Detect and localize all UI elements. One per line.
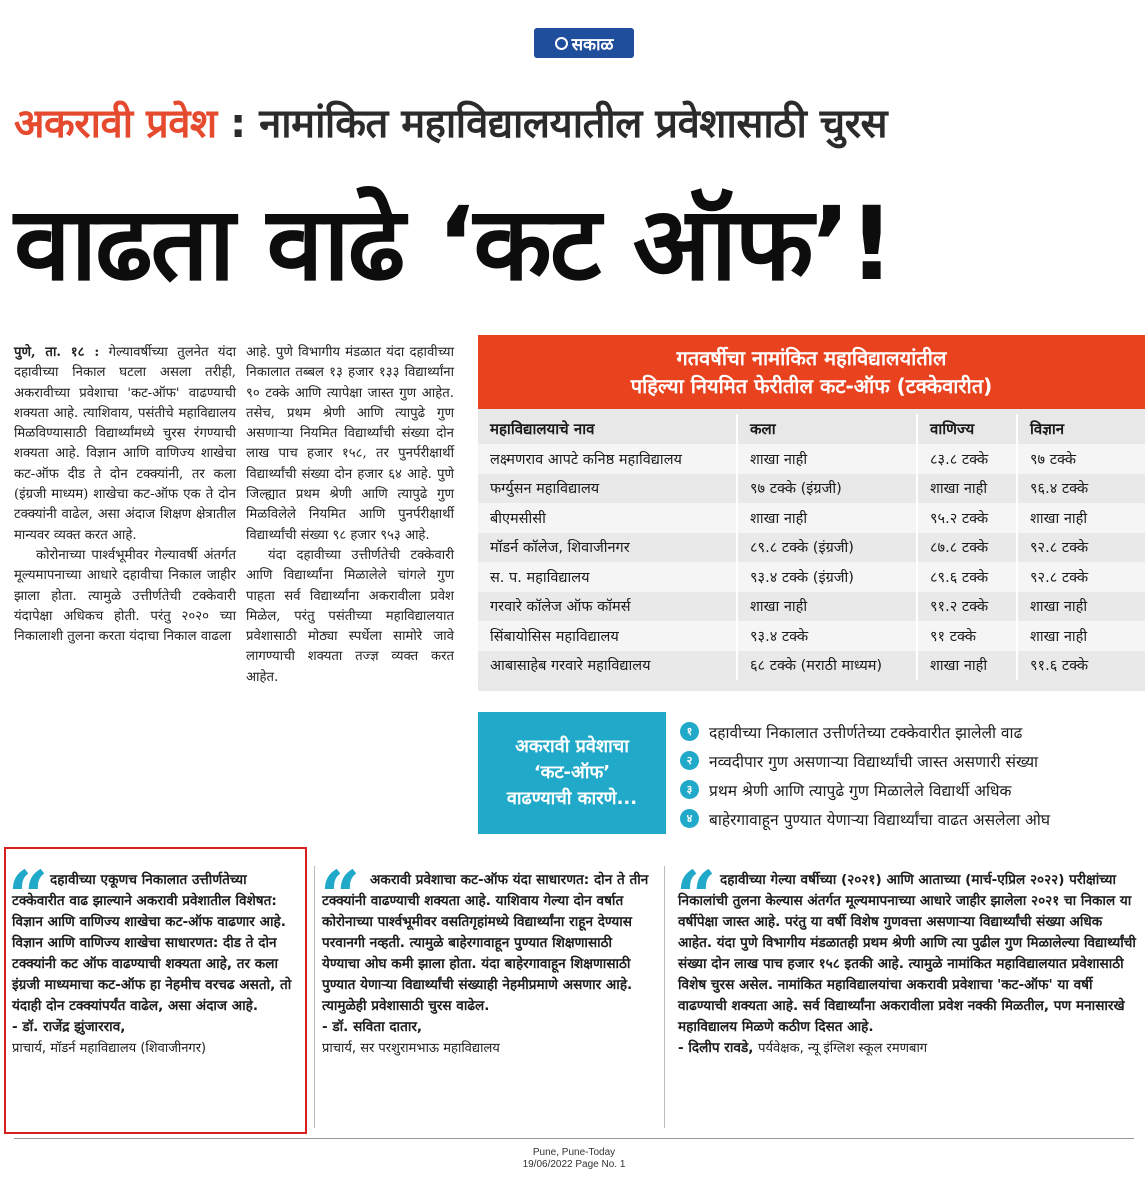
cutoff-table (478, 414, 1145, 680)
cell-arts: शाखा नाही (738, 592, 918, 622)
cell-science: शाखा नाही (1018, 503, 1145, 533)
cell-arts: ८९.८ टक्के (इंग्रजी) (738, 533, 918, 563)
quote-mark-icon: “ (8, 855, 49, 938)
cutoff-table-title (478, 335, 1145, 409)
cell-science: शाखा नाही (1018, 621, 1145, 651)
cell-college: सिंबायोसिस महाविद्यालय (478, 621, 738, 651)
footer-date-page: 19/06/2022 Page No. 1 (522, 1159, 626, 1170)
reason-text: नव्वदीपार गुण असणाऱ्या विद्यार्थ्यांची जास्त असणारी संख्या (709, 752, 1039, 771)
quote-text (12, 870, 299, 1017)
quote-mark-icon: “ (320, 855, 361, 938)
reason-text: दहावीच्या निकालात उत्तीर्णतेच्या टक्केवारीत झालेली वाढ (709, 723, 1023, 742)
reasons-tile (478, 712, 666, 834)
number-badge: ३ (680, 780, 699, 799)
main-headline: वाढता वाढे ‘कट ऑफ’! (14, 185, 893, 304)
quote-text (322, 870, 652, 1017)
cutoff-title-line-2: पहिल्या नियमित फेरीतील कट-ऑफ (टक्केवारीत) (630, 374, 993, 398)
cell-commerce: ८३.८ टक्के (918, 444, 1018, 474)
cell-college: लक्ष्मणराव आपटे कनिष्ठ महाविद्यालय (478, 444, 738, 474)
quote-block-2 (320, 855, 652, 1059)
quote-body: अकरावी प्रवेशाचा कट-ऑफ यंदा साधारणत: दोन ते तीन टक्क्यांनी वाढण्याची शक्यता आहे. याशिवाय गेल्या दोन वर्षात कोरोनाच्या पार्श्वभूमीवर वसतिगृहांमध्ये विद्यार्थ्यांना राहून देण्यास परवानगी नव्हती. त्यामुळे बाहेरगावाहून पुण्यात शिक्षणासाठी येण्याचा ओघ कमी झाला होता. यंदा बाहेरगावाहून शिक्षणासाठी पुण्यात येणाऱ्या विद्यार्थ्यांची संख्याही नेहमीप्रमाणे असणार आहे. त्यामुळेही प्रवेशासाठी चुरस वाढेल. (322, 872, 649, 1014)
list-item (680, 717, 1145, 746)
quote-author-role: पर्यवेक्षक, न्यू इंग्लिश स्कूल रमणबाग (758, 1041, 928, 1056)
footer-edition: Pune, Pune-Today (532, 1147, 616, 1158)
quote-block-3 (676, 855, 1140, 1059)
table-row (478, 444, 1145, 474)
header-arts: कला (738, 414, 918, 444)
quote-body: दहावीच्या एकूणच निकालात उत्तीर्णतेच्या टक्केवारीत वाढ झाल्याने अकरावी प्रवेशातील विशेषत: विज्ञान आणि वाणिज्य शाखेचा कट-ऑफ वाढणार आहे. विज्ञान आणि वाणिज्य शाखेचा साधारणत: दीड ते दोन टक्क्यांनी कट ऑफ वाढण्याची शक्यता आहे, तर कला इंग्रजी माध्यमाचा कट-ऑफ हा नेहमीच वरचढ असतो, तो यंदाही दोन टक्क्यांपर्यंत वाढेल, असा अंदाज आहे. (12, 872, 292, 1014)
quote-text (678, 870, 1140, 1038)
cell-arts: ९३.४ टक्के (738, 621, 918, 651)
reason-text: प्रथम श्रेणी आणि त्यापुढे गुण मिळालेले विद्यार्थी अधिक (709, 781, 1012, 800)
masthead-logo (534, 28, 634, 58)
article-column-1 (14, 343, 236, 647)
list-item (680, 775, 1145, 804)
footer-rule (14, 1138, 1134, 1139)
cell-college: स. प. महाविद्यालय (478, 562, 738, 592)
reason-text: बाहेरगावाहून पुण्यात येणाऱ्या विद्यार्थ्यांचा वाढत असलेला ओघ (709, 810, 1051, 829)
table-row (478, 533, 1145, 563)
masthead-name: सकाळ (571, 34, 614, 55)
dateline: पुणे, ता. १८ : (14, 345, 100, 360)
quote-author (678, 1038, 1140, 1059)
cell-science: ९२.८ टक्के (1018, 533, 1145, 563)
kicker-headline (14, 94, 1139, 149)
quote-author: - डॉ. सविता दातार, (322, 1019, 423, 1035)
quote-body: दहावीच्या गेल्या वर्षीच्या (२०२१) आणि आताच्या (मार्च-एप्रिल २०२२) परीक्षांच्या निकालांची तुलना केल्यास अंतर्गत मूल्यमापनाच्या आधारे जाहीर झालेला २०२१ चा निकाल या वर्षीपेक्षा जास्त आहे. परंतु या वर्षी विशेष गुणवत्ता असणाऱ्या विद्यार्थ्यांची संख्या अधिक आहेत. यंदा पुणे विभागीय मंडळातही प्रथम श्रेणी आणि त्या पुढील गुण मिळालेल्या विद्यार्थ्यांची संख्या दोन लाख पाच हजार १५८ इतकी आहे. त्यामुळे नामांकित महाविद्यालयात प्रवेशासाठी विशेष चुरस असेल. नामांकित महाविद्यालयांचा अकरावी प्रवेशाचा 'कट-ऑफ' या वर्षी वाढण्याची शक्यता आहे. सर्व विद्यार्थ्यांना अकरावीला प्रवेश नक्की मिळतील, पण मनासारखे महाविद्यालय मिळणे कठीण दिसत आहे. (678, 872, 1136, 1035)
cell-college: बीएमसीसी (478, 503, 738, 533)
cell-arts: ६८ टक्के (मराठी माध्यम) (738, 651, 918, 681)
cell-commerce: शाखा नाही (918, 651, 1018, 681)
cell-college: फर्ग्युसन महाविद्यालय (478, 474, 738, 504)
reasons-list (680, 717, 1145, 833)
header-college: महाविद्यालयाचे नाव (478, 414, 738, 444)
cell-commerce: ८७.८ टक्के (918, 533, 1018, 563)
reasons-tile-line-3: वाढण्याची कारणे... (506, 788, 638, 809)
number-badge: २ (680, 751, 699, 770)
table-row (478, 592, 1145, 622)
cell-commerce: ९१.२ टक्के (918, 592, 1018, 622)
cell-arts: ९७ टक्के (इंग्रजी) (738, 474, 918, 504)
table-row (478, 651, 1145, 681)
column-divider (314, 866, 315, 1128)
cell-science: ९२.८ टक्के (1018, 562, 1145, 592)
cell-arts: शाखा नाही (738, 503, 918, 533)
table-header-row (478, 414, 1145, 444)
kicker-separator: : (216, 101, 260, 147)
table-row (478, 621, 1145, 651)
cell-college: गरवारे कॉलेज ऑफ कॉमर्स (478, 592, 738, 622)
table-row (478, 503, 1145, 533)
cell-college: मॉडर्न कॉलेज, शिवाजीनगर (478, 533, 738, 563)
number-badge: १ (680, 722, 699, 741)
cell-commerce: ९५.२ टक्के (918, 503, 1018, 533)
quote-author-role: प्राचार्य, सर परशुरामभाऊ महाविद्यालय (322, 1041, 500, 1056)
cell-commerce: ८९.६ टक्के (918, 562, 1018, 592)
quote-block-1 (8, 855, 299, 1059)
list-item (680, 804, 1145, 833)
table-row (478, 474, 1145, 504)
article-paragraph: आहे. पुणे विभागीय मंडळात यंदा दहावीच्या निकालात तब्बल १३ हजार १३३ विद्यार्थ्यांना ९० टक्के आणि त्यापेक्षा जास्त गुण आहेत. तसेच, प्रथम श्रेणी आणि त्यापुढे गुण असणाऱ्या नियमित विद्यार्थ्यांची संख्या दोन लाख पाच हजार १५८, तर पुनर्परीक्षार्थी विद्यार्थ्यांची संख्या दोन हजार ६४ आहे. पुणे जिल्ह्यात प्रथम श्रेणी आणि त्यापुढे गुण मिळविलेले नियमित आणि पुनर्परीक्षार्थी विद्यार्थ्यांची संख्या ९८ हजार ९५३ आहे. (246, 345, 454, 543)
reasons-tile-line-1: अकरावी प्रवेशाचा (515, 736, 629, 757)
header-commerce: वाणिज्य (918, 414, 1018, 444)
cutoff-title-line-1: गतवर्षीचा नामांकित महाविद्यालयांतील (676, 346, 947, 370)
reasons-tile-line-2: ‘कट-ऑफ’ (533, 762, 611, 783)
quote-author: - डॉ. राजेंद्र झुंजारराव, (12, 1019, 126, 1035)
logo-emblem-icon (555, 37, 568, 50)
cell-science: ९६.४ टक्के (1018, 474, 1145, 504)
cell-science: शाखा नाही (1018, 592, 1145, 622)
quote-author-role: प्राचार्य, मॉडर्न महाविद्यालय (शिवाजीनगर) (12, 1041, 207, 1056)
number-badge: ४ (680, 809, 699, 828)
article-paragraph: यंदा दहावीच्या उत्तीर्णतेची टक्केवारी आणि विद्यार्थ्यांना मिळालेले चांगले गुण पाहता सर्व विद्यार्थ्यांना अकरावीला प्रवेश मिळेल, परंतु पसंतीच्या महाविद्यालयात प्रवेशासाठी मोठ्या स्पर्धेला सामोरे जावे लागण्याची शक्यता तज्ज्ञ व्यक्त करत आहेत. (246, 547, 454, 685)
cell-commerce: शाखा नाही (918, 474, 1018, 504)
column-divider (664, 866, 665, 1128)
list-item (680, 746, 1145, 775)
cell-arts: शाखा नाही (738, 444, 918, 474)
kicker-subtitle: नामांकित महाविद्यालयातील प्रवेशासाठी चुरस (259, 101, 888, 147)
cell-arts: ९३.४ टक्के (इंग्रजी) (738, 562, 918, 592)
kicker-topic: अकरावी प्रवेश (14, 101, 217, 147)
page-footer (0, 1147, 1148, 1171)
article-paragraph: कोरोनाच्या पार्श्वभूमीवर गेल्यावर्षी अंतर्गत मूल्यमापनाच्या आधारे दहावीचा निकाल जाहीर झाला होता. त्यामुळे उत्तीर्णतेची टक्केवारी यंदापेक्षा अधिकच होती. परंतु २०२० च्या निकालाशी तुलना करता यंदाचा निकाल वाढला (14, 547, 236, 645)
author-name: - दिलीप रावडे, (678, 1040, 754, 1056)
cell-science: ९७ टक्के (1018, 444, 1145, 474)
quote-mark-icon: “ (676, 855, 717, 938)
cell-science: ९१.६ टक्के (1018, 651, 1145, 681)
header-science: विज्ञान (1030, 420, 1065, 438)
table-row (478, 562, 1145, 592)
cell-college: आबासाहेब गरवारे महाविद्यालय (478, 651, 738, 681)
article-column-2 (246, 343, 454, 688)
paragraph-text: गेल्यावर्षीच्या तुलनेत यंदा दहावीच्या निकाल घटला असला तरीही, अकरावीच्या प्रवेशाचा 'कट-ऑफ' वाढण्याची शक्यता आहे. त्याशिवाय, पसंतीचे महाविद्यालय मिळविण्यासाठी विद्यार्थ्यांमध्ये चुरस रंगण्याची शक्यता आहे. विज्ञान आणि वाणिज्य शाखेचा कट-ऑफ दीड ते दोन टक्क्यांनी, तर कला (इंग्रजी माध्यम) शाखेचा कट-ऑफ एक ते दोन टक्क्यांनी वाढेल, असा अंदाज शिक्षण क्षेत्रातील मान्यवर व्यक्त करत आहे. (14, 345, 236, 543)
article-paragraph (14, 343, 236, 546)
cell-commerce: ९१ टक्के (918, 621, 1018, 651)
